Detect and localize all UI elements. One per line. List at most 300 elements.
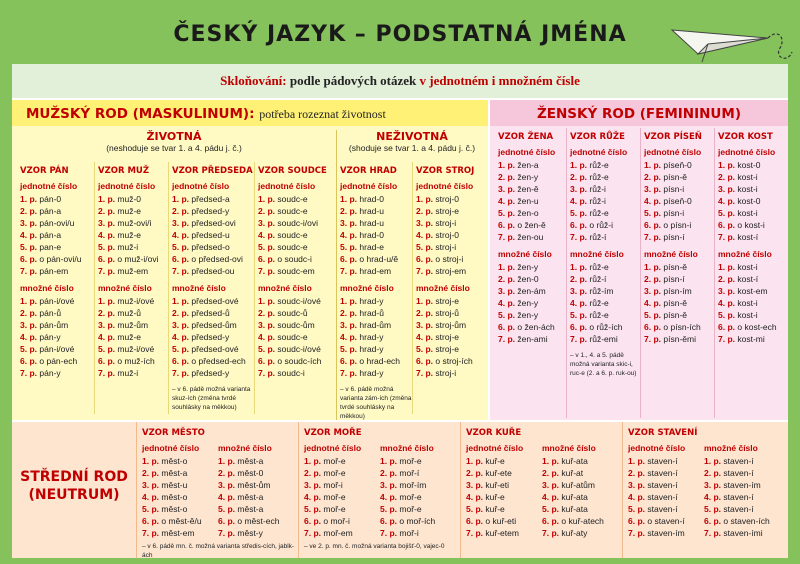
case-number: 6. p. [98, 254, 116, 264]
case-number: 6. p. [172, 356, 190, 366]
case-row [340, 331, 414, 343]
case-row [644, 285, 712, 297]
case-row [98, 217, 170, 229]
singular-label: jednotné číslo [416, 181, 474, 191]
case-row [20, 253, 94, 265]
singular-label: jednotné číslo [304, 443, 362, 453]
subtitle-word-2: podle pádových otázek [289, 73, 417, 88]
case-row [644, 231, 712, 243]
case-form: kuř-ata [561, 504, 588, 514]
case-row [704, 467, 784, 479]
case-number: 3. p. [380, 480, 398, 490]
case-number: 3. p. [644, 286, 662, 296]
case-row [142, 491, 218, 503]
case-form: růž-e [589, 310, 609, 320]
case-row [98, 265, 170, 277]
case-number: 7. p. [628, 528, 646, 538]
case-form: měst-ům [237, 480, 271, 490]
case-form: o moř-i [323, 516, 350, 526]
case-row [498, 261, 566, 273]
case-form: kuř-e [485, 492, 505, 502]
case-row [570, 321, 638, 333]
case-number: 3. p. [172, 218, 190, 228]
case-form: soudc-ům [277, 320, 315, 330]
case-row [20, 229, 94, 241]
case-row [628, 467, 704, 479]
singular-column [142, 443, 218, 539]
case-row [258, 367, 338, 379]
case-number: 6. p. [340, 254, 358, 264]
case-number: 1. p. [466, 456, 484, 466]
case-form: pán-a [39, 206, 62, 216]
case-number: 1. p. [380, 456, 398, 466]
plural-column [218, 443, 298, 539]
case-row [644, 171, 712, 183]
case-form: kost-0 [737, 196, 761, 206]
case-number: 3. p. [718, 286, 736, 296]
case-row [466, 527, 542, 539]
plural-column [542, 443, 622, 539]
case-row [20, 343, 94, 355]
case-row [466, 503, 542, 515]
case-form: soudc-e [277, 332, 308, 342]
case-form: soudc-ů [277, 308, 308, 318]
case-form: kost-em [737, 286, 768, 296]
case-row [380, 503, 460, 515]
plural-label: množné číslo [380, 443, 434, 453]
case-row [416, 367, 486, 379]
case-form: písn-í [663, 274, 685, 284]
case-form: o stroj-i [435, 254, 464, 264]
case-row [172, 253, 256, 265]
case-row [718, 297, 786, 309]
case-row [20, 205, 94, 217]
case-number: 6. p. [644, 220, 662, 230]
case-row [498, 183, 566, 195]
case-number: 2. p. [340, 308, 358, 318]
case-row [172, 319, 256, 331]
case-row [466, 455, 542, 467]
case-form: muž-ům [117, 320, 149, 330]
case-number: 7. p. [416, 266, 434, 276]
case-number: 7. p. [304, 528, 322, 538]
case-form: muž-i [117, 242, 139, 252]
case-row [416, 193, 486, 205]
case-form: staven-ím [647, 528, 685, 538]
case-number: 2. p. [172, 206, 190, 216]
inanimate-title [336, 130, 488, 153]
case-form: měst-em [161, 528, 195, 538]
case-row [704, 503, 784, 515]
case-row [416, 343, 486, 355]
case-form: staven-í [723, 468, 754, 478]
pattern-vzor-růže [570, 132, 638, 378]
case-number: 1. p. [416, 194, 434, 204]
pattern-name: VZOR MĚSTO [142, 428, 205, 438]
case-form: o muž-ích [117, 356, 155, 366]
case-number: 1. p. [340, 296, 358, 306]
column-divider [412, 162, 413, 414]
case-form: hrad-y [359, 296, 384, 306]
case-row [304, 455, 380, 467]
case-form: stroj-ům [435, 320, 467, 330]
case-form: kost-i [737, 172, 758, 182]
case-number: 4. p. [644, 298, 662, 308]
case-number: 1. p. [542, 456, 560, 466]
plural-label: množné číslo [644, 249, 698, 259]
case-number: 2. p. [644, 172, 662, 182]
case-form: hrad-em [359, 266, 392, 276]
case-row [498, 273, 566, 285]
case-row [718, 171, 786, 183]
case-number: 1. p. [644, 262, 662, 272]
case-row [644, 273, 712, 285]
plural-label: množné číslo [340, 283, 394, 293]
case-row [416, 307, 486, 319]
case-form: hrad-y [359, 344, 384, 354]
case-form: pán-y [39, 368, 61, 378]
case-number: 5. p. [304, 504, 322, 514]
case-number: 5. p. [628, 504, 646, 514]
case-number: 6. p. [304, 516, 322, 526]
pattern-vzor-moře [304, 428, 460, 551]
case-number: 1. p. [20, 194, 38, 204]
singular-label: jednotné číslo [628, 443, 686, 453]
case-number: 4. p. [304, 492, 322, 502]
case-number: 4. p. [340, 230, 358, 240]
case-number: 5. p. [258, 242, 276, 252]
singular-column [628, 443, 704, 539]
case-number: 3. p. [498, 286, 516, 296]
neuter-title-line2: (NEUTRUM) [28, 487, 120, 503]
case-row [416, 253, 486, 265]
case-row [304, 491, 380, 503]
case-form: předsed-y [191, 206, 230, 216]
case-number: 5. p. [20, 344, 38, 354]
case-number: 1. p. [98, 194, 116, 204]
case-form: moř-í [399, 468, 420, 478]
case-number: 5. p. [98, 242, 116, 252]
case-form: kuř-atům [561, 480, 595, 490]
case-row [304, 527, 380, 539]
case-form: měst-y [237, 528, 263, 538]
singular-label: jednotné číslo [644, 147, 702, 157]
case-number: 7. p. [498, 232, 516, 242]
case-number: 4. p. [628, 492, 646, 502]
case-number: 5. p. [644, 310, 662, 320]
case-number: 4. p. [98, 230, 116, 240]
case-row [542, 455, 622, 467]
case-row [466, 467, 542, 479]
case-number: 6. p. [570, 220, 588, 230]
case-form: měst-a [237, 456, 264, 466]
case-form: hrad-e [359, 242, 384, 252]
case-row [718, 219, 786, 231]
column-divider [714, 128, 715, 418]
column-divider [168, 162, 169, 414]
case-form: hrad-y [359, 332, 384, 342]
case-form: stroj-em [435, 266, 467, 276]
case-row [416, 229, 486, 241]
case-form: kuř-ata [561, 456, 588, 466]
case-row [380, 515, 460, 527]
case-row [172, 193, 256, 205]
case-form: staven-ím [723, 480, 761, 490]
pattern-columns [142, 443, 298, 539]
case-row [258, 295, 338, 307]
pattern-name: VZOR STROJ [416, 166, 475, 176]
case-number: 2. p. [628, 468, 646, 478]
case-number: 5. p. [380, 504, 398, 514]
case-form: soudc-e [277, 206, 308, 216]
case-number: 4. p. [416, 332, 434, 342]
pattern-name: VZOR PÁN [20, 166, 69, 176]
case-number: 6. p. [380, 516, 398, 526]
case-number: 4. p. [416, 230, 434, 240]
case-form: pán-i/ové [39, 296, 75, 306]
case-form: staven-í [647, 492, 678, 502]
case-form: moř-e [399, 456, 422, 466]
case-number: 4. p. [542, 492, 560, 502]
case-row [142, 527, 218, 539]
pattern-name: VZOR MUŽ [98, 166, 149, 176]
case-number: 2. p. [172, 308, 190, 318]
case-number: 7. p. [142, 528, 160, 538]
case-form: muž-e [117, 230, 142, 240]
case-number: 2. p. [258, 206, 276, 216]
case-form: stroj-i [435, 368, 457, 378]
case-row [340, 217, 414, 229]
case-row [380, 491, 460, 503]
case-form: hrad-ům [359, 320, 392, 330]
case-number: 1. p. [570, 262, 588, 272]
case-number: 1. p. [340, 194, 358, 204]
case-row [258, 253, 338, 265]
case-row [628, 527, 704, 539]
case-number: 4. p. [258, 332, 276, 342]
case-form: moř-ím [399, 480, 427, 490]
case-row [304, 503, 380, 515]
case-row [172, 331, 256, 343]
case-number: 7. p. [340, 368, 358, 378]
case-form: muž-i/ové [117, 344, 155, 354]
case-row [542, 491, 622, 503]
case-form: žen-y [517, 172, 539, 182]
case-form: muž-e [117, 206, 142, 216]
case-form: písn-ě [663, 310, 688, 320]
pattern-name: VZOR ŽENA [498, 132, 554, 142]
case-form: stroj-0 [435, 194, 460, 204]
case-form: moř-e [399, 492, 422, 502]
case-number: 6. p. [258, 356, 276, 366]
case-form: o pán-ovi/u [39, 254, 82, 264]
case-form: o měst-ě/u [161, 516, 202, 526]
case-number: 3. p. [498, 184, 516, 194]
case-number: 7. p. [570, 232, 588, 242]
pattern-note: – ve 2. p. mn. č. možná varianta bojišť-0, vajec-0 [304, 543, 445, 550]
case-number: 7. p. [218, 528, 236, 538]
case-number: 2. p. [20, 308, 38, 318]
case-number: 3. p. [304, 480, 322, 490]
case-form: písn-ěmi [663, 334, 696, 344]
plural-label: množné číslo [718, 249, 772, 259]
case-number: 3. p. [340, 218, 358, 228]
case-row [340, 343, 414, 355]
case-form: staven-í [647, 468, 678, 478]
case-form: kost-i [737, 184, 758, 194]
case-form: písn-i [663, 184, 685, 194]
singular-label: jednotné číslo [718, 147, 776, 157]
case-row [340, 205, 414, 217]
case-row [718, 159, 786, 171]
case-row [498, 231, 566, 243]
case-row [258, 343, 338, 355]
case-form: předsed-o [191, 242, 230, 252]
case-form: předsed-ové [191, 344, 239, 354]
masculine-title-main: MUŽSKÝ ROD (MASKULINUM): [26, 106, 255, 122]
case-form: měst-a [161, 468, 188, 478]
case-form: pán-y [39, 332, 61, 342]
column-divider [460, 422, 461, 558]
neuter-title-line1: STŘEDNÍ ROD [20, 469, 128, 485]
case-form: o soudc-i [277, 254, 312, 264]
case-form: kuř-etem [485, 528, 519, 538]
case-row [258, 307, 338, 319]
case-row [20, 307, 94, 319]
case-number: 4. p. [704, 492, 722, 502]
case-form: staven-í [647, 480, 678, 490]
case-row [98, 205, 170, 217]
content-sheet [12, 64, 788, 558]
pattern-name: VZOR KOST [718, 132, 773, 142]
case-number: 4. p. [718, 196, 736, 206]
case-row [340, 295, 414, 307]
case-form: růž-ím [589, 286, 614, 296]
case-form: soudc-e [277, 230, 308, 240]
case-row [98, 193, 170, 205]
case-form: o žen-ách [517, 322, 555, 332]
case-row [340, 253, 414, 265]
case-form: měst-u [161, 480, 188, 490]
case-number: 6. p. [498, 220, 516, 230]
case-row [466, 491, 542, 503]
case-number: 3. p. [628, 480, 646, 490]
case-number: 1. p. [498, 262, 516, 272]
case-row [98, 355, 170, 367]
case-form: kuř-e [485, 456, 505, 466]
case-form: hrad-ů [359, 308, 384, 318]
case-number: 2. p. [142, 468, 160, 478]
case-form: žen-y [517, 262, 539, 272]
case-number: 3. p. [644, 184, 662, 194]
case-number: 1. p. [142, 456, 160, 466]
case-number: 6. p. [172, 254, 190, 264]
case-form: růž-emi [589, 334, 618, 344]
case-row [570, 219, 638, 231]
case-number: 7. p. [644, 334, 662, 344]
case-number: 7. p. [704, 528, 722, 538]
pattern-name: VZOR SOUDCE [258, 166, 327, 176]
case-form: kost-mi [737, 334, 765, 344]
case-row [416, 295, 486, 307]
case-number: 4. p. [570, 196, 588, 206]
case-form: písn-ě [663, 262, 688, 272]
case-row [570, 333, 638, 345]
case-form: měst-o [161, 504, 188, 514]
pattern-vzor-stroj [416, 166, 486, 379]
case-row [304, 467, 380, 479]
case-form: kuř-eti [485, 480, 510, 490]
case-row [218, 491, 298, 503]
case-row [570, 159, 638, 171]
case-form: stroj-i [435, 218, 457, 228]
case-row [718, 333, 786, 345]
case-number: 2. p. [644, 274, 662, 284]
plural-label: množné číslo [172, 283, 226, 293]
case-number: 5. p. [704, 504, 722, 514]
case-form: o staven-í [647, 516, 685, 526]
pattern-name: VZOR PÍSEŇ [644, 132, 702, 142]
case-row [628, 479, 704, 491]
case-row [20, 355, 94, 367]
case-form: měst-a [237, 492, 264, 502]
case-form: soudc-i/ovi [277, 218, 319, 228]
pattern-columns [628, 443, 784, 539]
case-row [644, 183, 712, 195]
case-number: 7. p. [258, 266, 276, 276]
case-form: o stroj-ích [435, 356, 473, 366]
case-form: stroj-ů [435, 308, 460, 318]
case-number: 7. p. [258, 368, 276, 378]
pattern-note: – v 6. pádě mn. č. možná varianta středis-cích, jablk-ách [142, 543, 295, 558]
case-row [218, 527, 298, 539]
case-number: 1. p. [218, 456, 236, 466]
pattern-name: VZOR KUŘE [466, 428, 522, 438]
case-row [258, 241, 338, 253]
case-form: o hrad-ech [359, 356, 401, 366]
case-form: hrad-y [359, 368, 384, 378]
case-number: 7. p. [380, 528, 398, 538]
case-number: 3. p. [340, 320, 358, 330]
case-row [570, 171, 638, 183]
case-number: 1. p. [20, 296, 38, 306]
case-row [644, 321, 712, 333]
case-row [416, 205, 486, 217]
case-number: 1. p. [172, 194, 190, 204]
plural-label: množné číslo [20, 283, 74, 293]
case-form: o růž-i [589, 220, 614, 230]
case-row [340, 265, 414, 277]
plural-label: množné číslo [542, 443, 596, 453]
case-number: 7. p. [718, 334, 736, 344]
animate-title [12, 130, 336, 153]
case-form: pán-a [39, 230, 62, 240]
case-form: žen-o [517, 208, 539, 218]
case-row [542, 515, 622, 527]
case-row [218, 455, 298, 467]
case-form: muž-ů [117, 308, 142, 318]
case-form: žen-ám [517, 286, 546, 296]
page-title: ČESKÝ JAZYK – PODSTATNÁ JMÉNA [173, 22, 627, 47]
case-number: 5. p. [98, 344, 116, 354]
case-form: kuř-at [561, 468, 584, 478]
case-row [644, 309, 712, 321]
case-row [416, 241, 486, 253]
case-number: 3. p. [98, 320, 116, 330]
case-number: 2. p. [466, 468, 484, 478]
animate-title-main: ŽIVOTNÁ [146, 130, 202, 143]
case-number: 5. p. [570, 310, 588, 320]
